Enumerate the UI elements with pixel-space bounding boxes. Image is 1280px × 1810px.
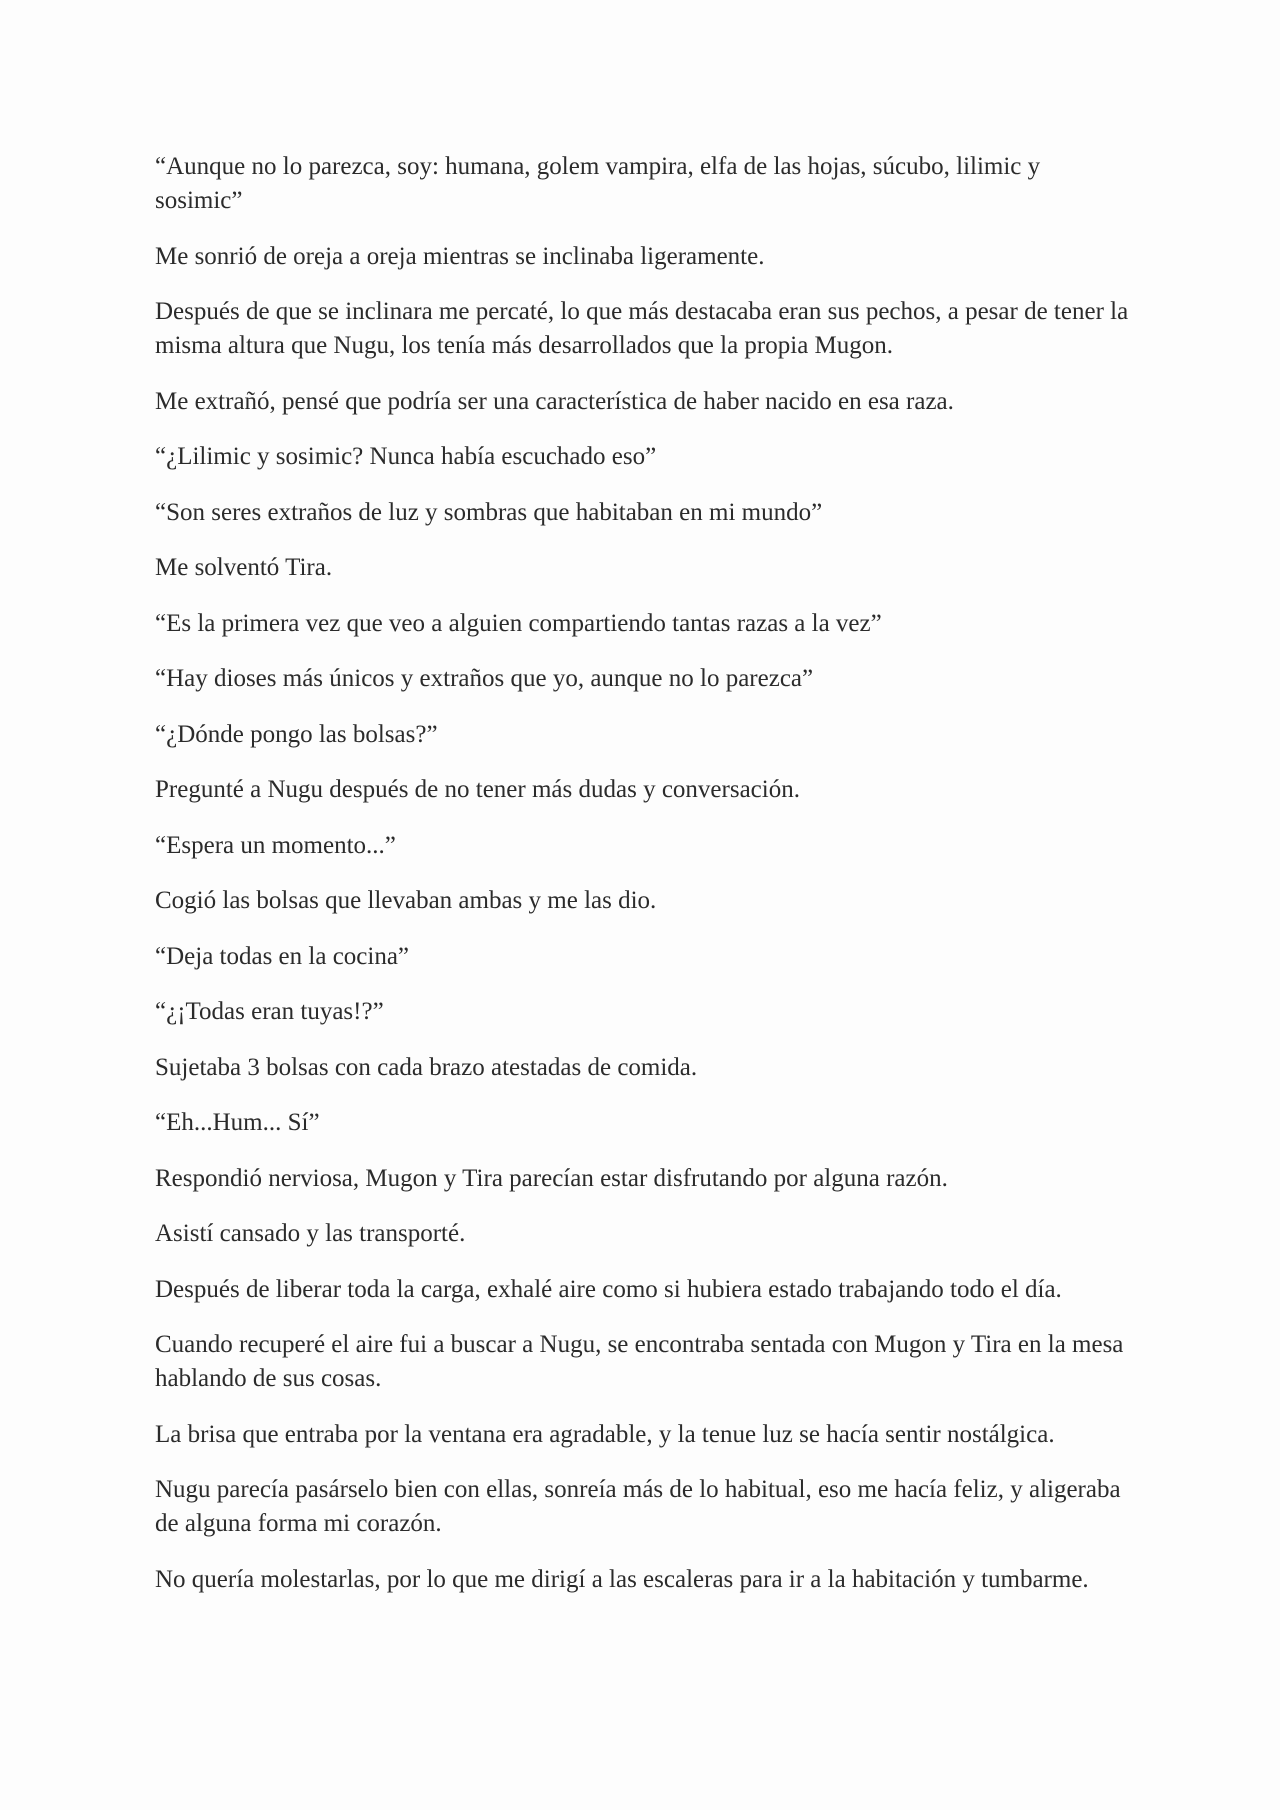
paragraph: “Espera un momento...”	[155, 831, 396, 859]
paragraph: No quería molestarlas, por lo que me dirigí a las escaleras para ir a la habitación y tumbarme.	[155, 1565, 1089, 1593]
paragraph: Me solventó Tira.	[155, 554, 333, 581]
paragraph: Me sonrió de oreja a oreja mientras se inclinaba ligeramente.	[155, 242, 765, 270]
paragraph: Después de que se inclinara me percaté, lo que más destacaba eran sus pechos, a pesar de tener la misma altura que Nugu, los tenía más desarrollados que la propia Mugon.	[155, 298, 1129, 359]
paragraph: Respondió nerviosa, Mugon y Tira parecían estar disfrutando por alguna razón.	[155, 1164, 948, 1192]
paragraph: Cuando recuperé el aire fui a buscar a Nugu, se encontraba sentada con Mugon y Tira en la mesa hablando de sus cosas.	[155, 1331, 1124, 1392]
paragraph: “Hay dioses más únicos y extraños que yo, aunque no lo parezca”	[155, 665, 814, 692]
paragraph: “Aunque no lo parezca, soy: humana, golem vampira, elfa de las hojas, súcubo, lilimic y sosimic”	[155, 153, 1041, 214]
paragraph: “Eh...Hum... Sí”	[155, 1109, 320, 1136]
paragraph: Cogió las bolsas que llevaban ambas y me las dio.	[155, 887, 657, 914]
paragraph: Me extrañó, pensé que podría ser una característica de haber nacido en esa raza.	[155, 387, 954, 415]
paragraph: Nugu parecía pasárselo bien con ellas, sonreía más de lo habitual, eso me hacía feliz, y aligeraba de alguna forma mi corazón.	[155, 1476, 1121, 1537]
paragraph: “¿Lilimic y sosimic? Nunca había escuchado eso”	[155, 443, 657, 470]
paragraph: Pregunté a Nugu después de no tener más dudas y conversación.	[155, 776, 800, 803]
paragraph: Después de liberar toda la carga, exhalé aire como si hubiera estado trabajando todo el día.	[155, 1275, 1062, 1303]
paragraph: “Deja todas en la cocina”	[155, 942, 410, 970]
paragraph: La brisa que entraba por la ventana era agradable, y la tenue luz se hacía sentir nostálgica.	[155, 1420, 1055, 1448]
paragraph: “Son seres extraños de luz y sombras que habitaban en mi mundo”	[155, 498, 823, 526]
paragraph: Asistí cansado y las transporté.	[155, 1220, 466, 1247]
paragraph: “¿Dónde pongo las bolsas?”	[155, 720, 438, 748]
document-body	[155, 150, 1130, 1618]
paragraph: “¿¡Todas eran tuyas!?”	[155, 998, 384, 1025]
paragraph: Sujetaba 3 bolsas con cada brazo atestadas de comida.	[155, 1053, 698, 1081]
paragraph: “Es la primera vez que veo a alguien compartiendo tantas razas a la vez”	[155, 609, 882, 637]
